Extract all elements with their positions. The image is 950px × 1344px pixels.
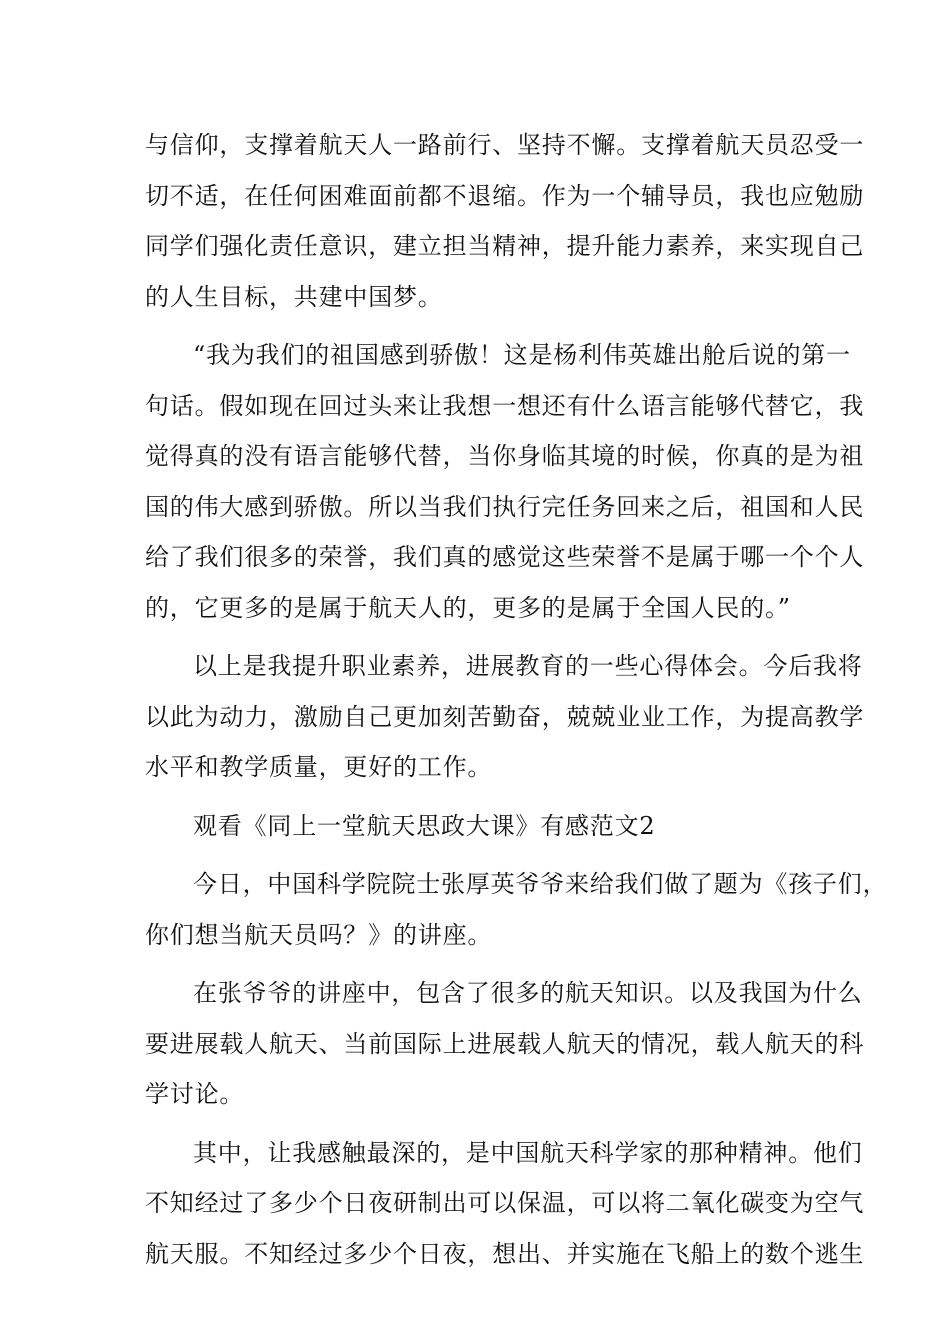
text-line: “我为我们的祖国感到骄傲！这是杨利伟英雄出舱后说的第一 [193, 341, 851, 369]
paragraph [145, 859, 888, 960]
text-line: 其中，让我感触最深的，是中国航天科学家的那种精神。他们 [193, 1138, 863, 1167]
section-heading [145, 801, 810, 852]
text-line: 的，它更多的是属于航天人的，更多的是属于全国人民的。” [145, 593, 791, 622]
heading-line: 观看《同上一堂航天思政大课》有感范文2 [193, 811, 656, 840]
text-line: 在张爷爷的讲座中，包含了很多的航天知识。以及我国为什么 [193, 979, 863, 1007]
paragraph [145, 641, 865, 793]
paragraph [145, 968, 865, 1120]
text-line: 不知经过了多少个日夜研制出可以保温，可以将二氧化碳变为空气 [145, 1189, 865, 1217]
text-line: 你们想当航天员吗？》的讲座。 [145, 920, 493, 949]
text-line: 给了我们很多的荣誉，我们真的感觉这些荣誉不是属于哪一个个人 [145, 543, 865, 571]
paragraph [145, 120, 865, 322]
text-line: 今日，中国科学院院士张厚英爷爷来给我们做了题为《孩子们， [193, 870, 888, 898]
text-line: 学讨论。 [145, 1080, 245, 1108]
text-line: 的人生目标，共建中国梦。 [145, 282, 443, 311]
text-line: 与信仰，支撑着航天人一路前行、坚持不懈。支撑着航天员忍受一 [145, 131, 865, 159]
quote-paragraph [145, 330, 865, 633]
text-line: 切不适，在任何困难面前都不退缩。作为一个辅导员，我也应勉励 [145, 181, 865, 210]
text-line: 句话。假如现在回过头来让我想一想还有什么语言能够代替它，我 [145, 391, 865, 420]
text-line: 国的伟大感到骄傲。所以当我们执行完任务回来之后，祖国和人民 [145, 492, 865, 521]
paragraph [145, 1128, 865, 1280]
text-line: 航天服。不知经过多少个日夜，想出、并实施在飞船上的数个逃生 [145, 1239, 865, 1268]
text-line: 要进展载人航天、当前国际上进展载人航天的情况，载人航天的科 [145, 1029, 865, 1058]
text-line: 同学们强化责任意识，建立担当精神，提升能力素养，来实现自己 [145, 232, 865, 260]
text-line: 水平和教学质量，更好的工作。 [145, 753, 493, 781]
text-line: 觉得真的没有语言能够代替，当你身临其境的时候，你真的是为祖 [145, 442, 865, 470]
text-line: 以上是我提升职业素养，进展教育的一些心得体会。今后我将 [193, 652, 863, 680]
document-body [145, 120, 888, 1279]
text-line: 以此为动力，激励自己更加刻苦勤奋，兢兢业业工作，为提高教学 [145, 702, 865, 731]
